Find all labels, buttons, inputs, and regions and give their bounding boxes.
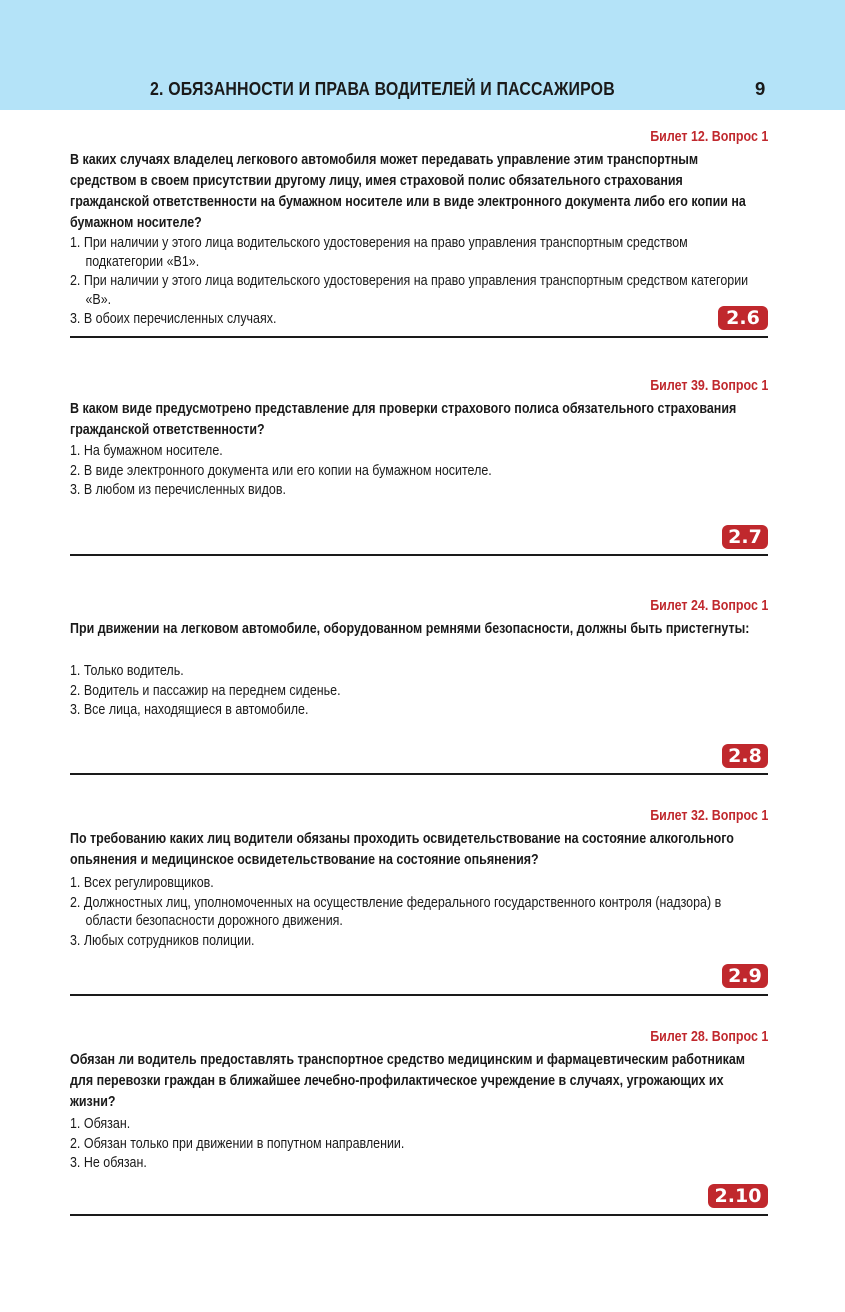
question-block <box>70 1029 768 1221</box>
answer-option: 2. Обязан только при движении в попутном направлении. <box>70 1135 405 1152</box>
question-text: По требованию каких лиц водители обязаны проходить освидетельствование на состояние алкогольного опьянения и медицинское освидетельствование на состояние опьянения? <box>70 831 734 868</box>
ticket-label: Билет 28. Вопрос 1 <box>649 1029 768 1045</box>
question-block <box>70 129 768 341</box>
question-block <box>70 378 768 560</box>
section-badge: 2.7 <box>722 525 768 549</box>
answer-list <box>70 874 758 950</box>
answer-option: 3. В обоих перечисленных случаях. <box>70 311 277 327</box>
answer-option: 2. При наличии у этого лица водительского удостоверения на право управления транспортным средством категории «В». <box>70 273 749 308</box>
answer-option: 3. Все лица, находящиеся в автомобиле. <box>70 702 309 718</box>
ticket-label: Билет 32. Вопрос 1 <box>649 808 768 824</box>
answer-option: 2. Водитель и пассажир на переднем сиденье. <box>70 682 341 699</box>
answer-option: 3. Любых сотрудников полиции. <box>70 932 255 949</box>
page-number: 9 <box>755 78 766 99</box>
answer-list <box>70 234 758 329</box>
question-text: Обязан ли водитель предоставлять транспортное средство медицинским и фармацевтическим работникам для перевозки граждан в ближайшее лечебно-профилактическое учреждение в случаях, угрожающих их жизни? <box>70 1052 746 1110</box>
question-block <box>70 598 768 780</box>
section-badge: 2.6 <box>718 306 768 330</box>
ticket-label: Билет 24. Вопрос 1 <box>649 598 768 614</box>
section-badge: 2.9 <box>722 964 768 988</box>
chapter-title: 2. ОБЯЗАННОСТИ И ПРАВА ВОДИТЕЛЕЙ И ПАССАЖИРОВ <box>150 78 615 99</box>
separator-line <box>70 554 768 556</box>
separator-line <box>70 773 768 775</box>
section-badge: 2.8 <box>722 744 768 768</box>
ticket-label: Билет 12. Вопрос 1 <box>649 129 768 145</box>
question-text: В каком виде предусмотрено представление для проверки страхового полиса обязательного страхования гражданской ответственности? <box>70 401 737 438</box>
answer-option: 2. Должностных лиц, уполномоченных на осуществление федерального государственного контроля (надзора) в области безопасности дорожного движения. <box>70 894 722 929</box>
answer-list <box>70 442 758 500</box>
answer-option: 1. На бумажном носителе. <box>70 443 223 459</box>
answer-option: 1. При наличии у этого лица водительского удостоверения на право управления транспортным средством подкатегории «В1». <box>70 235 688 270</box>
answer-option: 1. Обязан. <box>70 1116 131 1132</box>
answer-option: 2. В виде электронного документа или его копии на бумажном носителе. <box>70 462 492 479</box>
separator-line <box>70 336 768 338</box>
answer-list <box>70 1115 758 1173</box>
separator-line <box>70 994 768 996</box>
answer-option: 3. Не обязан. <box>70 1155 147 1171</box>
question-text: При движении на легковом автомобиле, оборудованном ремнями безопасности, должны быть пристегнуты: <box>70 621 750 637</box>
answer-option: 1. Всех регулировщиков. <box>70 875 214 891</box>
question-block <box>70 808 768 1000</box>
answer-option: 1. Только водитель. <box>70 663 184 679</box>
ticket-label: Билет 39. Вопрос 1 <box>649 378 768 394</box>
separator-line <box>70 1214 768 1216</box>
question-text: В каких случаях владелец легкового автомобиля может передавать управление этим транспортным средством в своем присутствии другому лицу, имея страховой полис обязательного страхования гражданской ответственности на бумажном носителе или в виде электронного документа либо его копии на бумажном носителе? <box>70 152 746 231</box>
section-badge: 2.10 <box>708 1184 768 1208</box>
answer-option: 3. В любом из перечисленных видов. <box>70 482 286 498</box>
answer-list <box>70 662 758 720</box>
